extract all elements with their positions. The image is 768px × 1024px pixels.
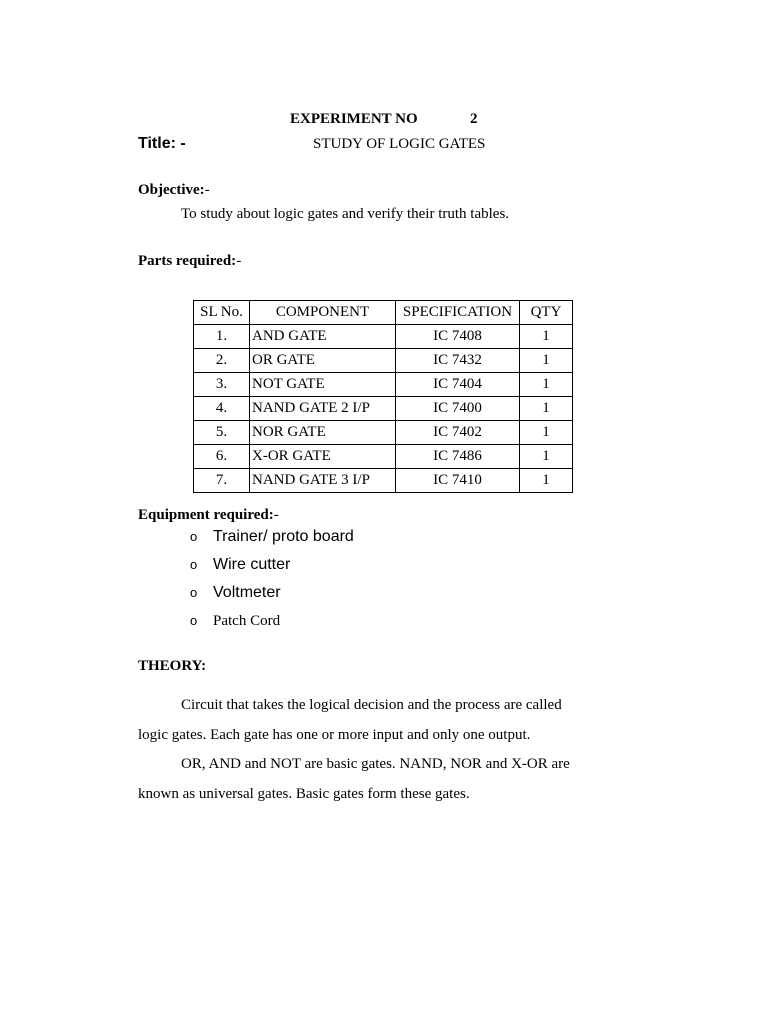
- cell-qty: 1: [520, 445, 573, 469]
- cell-qty: 1: [520, 349, 573, 373]
- equipment-heading: [138, 507, 279, 524]
- theory-line: OR, AND and NOT are basic gates. NAND, NOR and X-OR are: [181, 756, 570, 772]
- cell-component: AND GATE: [250, 325, 396, 349]
- hollow-bullet-icon: o: [190, 585, 198, 600]
- cell-sl-no: 6.: [194, 445, 250, 469]
- equipment-item-label: Patch Cord: [213, 613, 281, 629]
- cell-component: X-OR GATE: [250, 445, 396, 469]
- cell-specification: IC 7410: [396, 469, 520, 493]
- theory-heading: THEORY:: [138, 658, 207, 674]
- cell-component: NAND GATE 3 I/P: [250, 469, 396, 493]
- equipment-item-label: Voltmeter: [213, 584, 281, 601]
- table-row: [194, 325, 573, 349]
- theory-line: Circuit that takes the logical decision and the process are called: [181, 697, 562, 713]
- cell-specification: IC 7432: [396, 349, 520, 373]
- objective-heading-suffix: -: [204, 182, 210, 198]
- cell-qty: 1: [520, 397, 573, 421]
- cell-sl-no: 1.: [194, 325, 250, 349]
- cell-specification: IC 7408: [396, 325, 520, 349]
- cell-component: NOR GATE: [250, 421, 396, 445]
- parts-table: [193, 300, 573, 493]
- objective-heading: [138, 182, 210, 199]
- column-header-component: COMPONENT: [250, 301, 396, 325]
- equipment-item-label: Trainer/ proto board: [213, 528, 354, 545]
- cell-qty: 1: [520, 421, 573, 445]
- cell-component: NOT GATE: [250, 373, 396, 397]
- title-label: Title: -: [138, 135, 186, 152]
- table-row: [194, 421, 573, 445]
- hollow-bullet-icon: o: [190, 529, 198, 544]
- table-row: [194, 349, 573, 373]
- parts-heading-label: Parts required:: [138, 253, 237, 269]
- table-row: [194, 397, 573, 421]
- cell-component: NAND GATE 2 I/P: [250, 397, 396, 421]
- column-header-qty: QTY: [520, 301, 573, 325]
- title-text: STUDY OF LOGIC GATES: [313, 136, 486, 152]
- cell-specification: IC 7404: [396, 373, 520, 397]
- objective-text: To study about logic gates and verify their truth tables.: [181, 206, 510, 222]
- table-row: [194, 373, 573, 397]
- table-header-row: [194, 301, 573, 325]
- objective-heading-label: Objective:: [138, 182, 205, 198]
- cell-sl-no: 4.: [194, 397, 250, 421]
- column-header-specification: SPECIFICATION: [396, 301, 520, 325]
- cell-sl-no: 7.: [194, 469, 250, 493]
- equipment-heading-label: Equipment required:: [138, 507, 274, 523]
- table-row: [194, 445, 573, 469]
- experiment-heading: [290, 111, 478, 128]
- cell-sl-no: 5.: [194, 421, 250, 445]
- hollow-bullet-icon: o: [190, 557, 198, 572]
- experiment-label: EXPERIMENT NO: [290, 111, 418, 127]
- theory-line: logic gates. Each gate has one or more input and only one output.: [138, 727, 531, 743]
- cell-specification: IC 7402: [396, 421, 520, 445]
- theory-line: known as universal gates. Basic gates form these gates.: [138, 786, 470, 802]
- cell-component: OR GATE: [250, 349, 396, 373]
- cell-sl-no: 2.: [194, 349, 250, 373]
- column-header-sl-no: SL No.: [194, 301, 250, 325]
- experiment-number: 2: [470, 111, 478, 127]
- equipment-item-label: Wire cutter: [213, 556, 291, 573]
- parts-heading: [138, 253, 241, 270]
- cell-qty: 1: [520, 325, 573, 349]
- equipment-heading-suffix: -: [273, 507, 279, 523]
- cell-qty: 1: [520, 373, 573, 397]
- cell-sl-no: 3.: [194, 373, 250, 397]
- cell-qty: 1: [520, 469, 573, 493]
- table-row: [194, 469, 573, 493]
- hollow-bullet-icon: o: [190, 613, 198, 628]
- parts-heading-suffix: -: [236, 253, 242, 269]
- cell-specification: IC 7400: [396, 397, 520, 421]
- cell-specification: IC 7486: [396, 445, 520, 469]
